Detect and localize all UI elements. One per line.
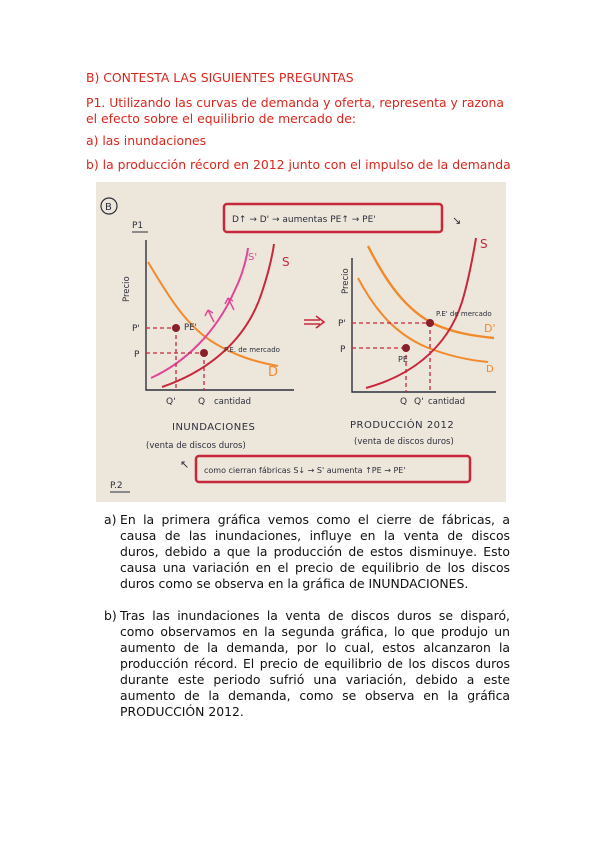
right-d-label: D [486, 364, 494, 375]
graph-drawing [96, 182, 506, 502]
top-note-text: D↑ → D' → aumentas PE↑ → PE' [232, 215, 376, 225]
right-graph-title: PRODUCCIÓN 2012 [350, 420, 455, 431]
right-p-prime-label: P' [338, 319, 346, 329]
left-supply-prime-curve [151, 248, 248, 378]
right-x-axis-label: cantidad [428, 397, 465, 407]
corner-label: B [105, 202, 112, 213]
bottom-tag: P.2 [110, 481, 123, 491]
right-p-label: P [340, 345, 346, 355]
left-new-equilibrium-point [172, 324, 180, 332]
left-equilibrium-point [200, 349, 208, 357]
left-s-prime-label: S' [248, 252, 258, 263]
answer-b-text: Tras las inundaciones la venta de discos duros se disparó, como observamos en la segunda gráfica, lo que produjo un aumento de la demanda, por lo cual, estos alcanzaron la producción récord. El precio de equilibrio de los discos duros durante este periodo sufrió una variación, debido a este aumento de la demanda, como se observa en la gráfica PRODUCCIÓN 2012. [120, 608, 510, 719]
left-p-prime-label: P' [132, 324, 140, 334]
right-pe-label: PE [398, 355, 408, 364]
section-title: B) CONTESTA LAS SIGUIENTES PREGUNTAS [86, 70, 354, 85]
answer-a-marker: a) [104, 512, 117, 527]
left-q-label: Q [198, 397, 206, 407]
answer-a-text: En la primera gráfica vemos como el cierre de fábricas, a causa de las inundaciones, influye en la venta de discos duros, debido a que la producción de estos disminuye. Esto causa una variación en el precio de equilibrio de los discos duros como se observa en la gráfica de INUNDACIONES. [120, 512, 510, 591]
left-p-label: P [134, 350, 140, 360]
right-pe-prime-label: P.E' de mercado [436, 310, 492, 318]
right-s-label: S [480, 237, 488, 251]
question-text: P1. Utilizando las curvas de demanda y oferta, representa y razona el efecto sobre el equilibrio de mercado de: [86, 95, 504, 126]
left-shift-arrow-1 [205, 310, 214, 322]
answer-b [86, 608, 510, 720]
left-q-prime-label: Q' [166, 397, 176, 407]
left-graph-tag: P1 [132, 221, 144, 231]
right-equilibrium-point [402, 344, 410, 352]
top-note-arrow: ↘ [452, 214, 462, 227]
item-b: b) la producción récord en 2012 junto con el impulso de la demanda [86, 157, 511, 172]
answer-a [86, 512, 510, 592]
right-q-label: Q [400, 397, 408, 407]
hand-drawn-graph-photo [96, 182, 506, 502]
left-y-axis-label: Precio [122, 276, 132, 302]
right-graph-subtitle: (venta de discos duros) [354, 437, 454, 447]
bottom-note-arrow: ↖ [180, 458, 190, 471]
bottom-note-text: como cierran fábricas S↓ → S' aumenta ↑PE → PE' [204, 466, 406, 475]
right-demand-curve [358, 278, 488, 362]
answer-b-marker: b) [104, 608, 117, 623]
left-pe-prime-label: PE' [184, 323, 197, 333]
left-graph-title: INUNDACIONES [172, 422, 256, 433]
right-q-prime-label: Q' [414, 397, 424, 407]
left-s-label: S [282, 255, 290, 269]
answers-list [86, 512, 510, 736]
left-graph-subtitle: (venta de discos duros) [146, 441, 246, 451]
middle-arrow-icon [304, 316, 324, 328]
left-supply-curve [162, 244, 274, 387]
right-d-prime-label: D' [484, 322, 496, 335]
right-y-axis-label: Precio [341, 268, 351, 294]
left-pe-label: P.E. de mercado [224, 346, 280, 354]
item-a: a) las inundaciones [86, 133, 207, 148]
left-d-label: D [268, 365, 279, 380]
right-new-equilibrium-point [426, 319, 434, 327]
left-x-axis-label: cantidad [214, 397, 251, 407]
right-axes [352, 258, 496, 392]
